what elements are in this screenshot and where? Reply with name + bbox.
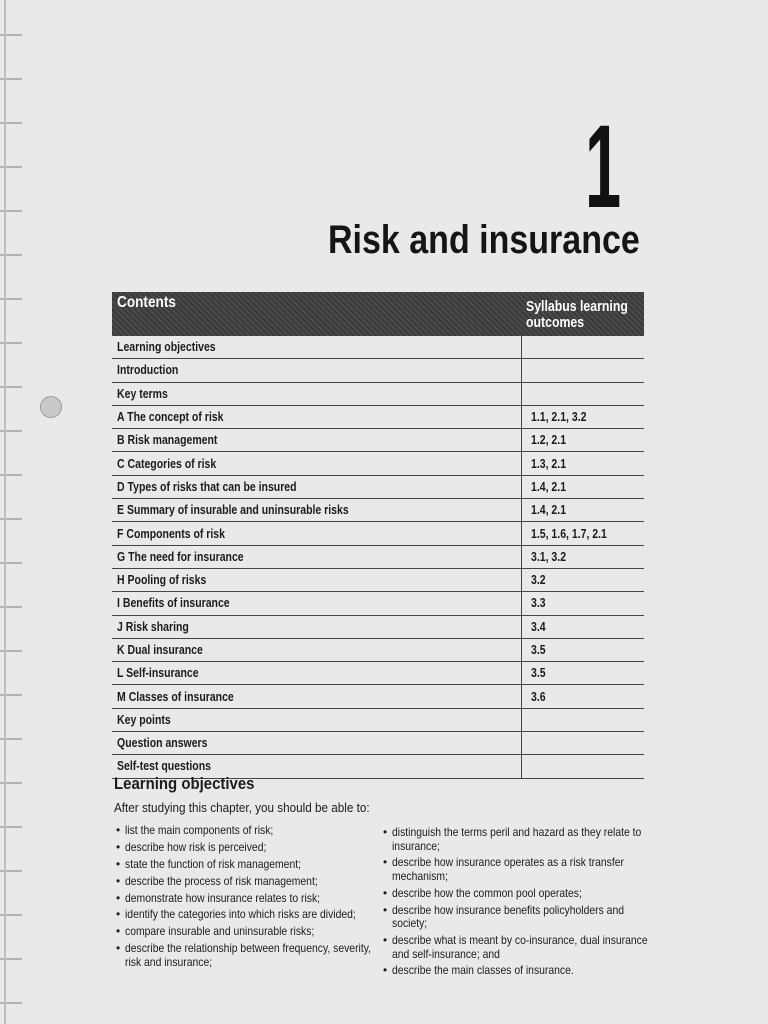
objective-item bbox=[116, 908, 386, 922]
contents-row bbox=[112, 452, 644, 475]
objectives-list-right bbox=[383, 826, 653, 981]
contents-row bbox=[112, 383, 644, 406]
contents-row-label: B Risk management bbox=[117, 433, 218, 448]
objective-text: describe the relationship between frequency, severity, risk and insurance; bbox=[125, 941, 372, 969]
contents-row bbox=[112, 429, 644, 452]
contents-row-outcomes bbox=[521, 662, 548, 684]
contents-row-label: A The concept of risk bbox=[117, 410, 224, 425]
contents-row-label: J Risk sharing bbox=[117, 619, 189, 634]
contents-row-label: Introduction bbox=[117, 363, 179, 378]
syllabus-heading: Syllabus learning outcomes bbox=[526, 298, 628, 331]
objectives-list-left bbox=[116, 824, 386, 973]
objective-item bbox=[116, 942, 386, 969]
objective-text: distinguish the terms peril and hazard as they relate to insurance; bbox=[392, 825, 642, 853]
contents-row-outcomes bbox=[521, 546, 573, 568]
objective-item bbox=[383, 826, 653, 853]
chapter-number: 1 bbox=[585, 101, 622, 233]
contents-row-label: Question answers bbox=[117, 736, 208, 751]
contents-row bbox=[112, 639, 644, 662]
contents-row bbox=[112, 546, 644, 569]
objective-text: describe how the common pool operates; bbox=[392, 885, 582, 900]
objective-item bbox=[383, 904, 653, 931]
contents-row-label: H Pooling of risks bbox=[117, 573, 207, 588]
contents-row-label: M Classes of insurance bbox=[117, 689, 234, 704]
contents-row-outcomes bbox=[521, 406, 597, 428]
outcome-codes: 3.3 bbox=[531, 596, 546, 611]
outcome-codes: 1.4, 2.1 bbox=[531, 479, 567, 494]
objective-text: compare insurable and uninsurable risks; bbox=[125, 924, 315, 939]
contents-row-outcomes bbox=[521, 359, 531, 381]
objective-item bbox=[116, 858, 386, 872]
contents-row-outcomes bbox=[521, 685, 548, 707]
contents-row-label: G The need for insurance bbox=[117, 549, 244, 564]
outcome-codes: 3.5 bbox=[531, 666, 546, 681]
contents-heading: Contents bbox=[117, 294, 176, 311]
contents-row bbox=[112, 476, 644, 499]
contents-row-outcomes bbox=[521, 452, 573, 474]
contents-row-label: Key points bbox=[117, 712, 171, 727]
contents-table bbox=[112, 336, 644, 779]
contents-row bbox=[112, 616, 644, 639]
contents-row bbox=[112, 592, 644, 615]
outcome-codes: 3.6 bbox=[531, 689, 546, 704]
contents-row bbox=[112, 685, 644, 708]
contents-row-label: Key terms bbox=[117, 386, 168, 401]
contents-row bbox=[112, 359, 644, 382]
objective-text: demonstrate how insurance relates to risk; bbox=[125, 890, 321, 905]
objective-item bbox=[116, 875, 386, 889]
objective-text: describe how insurance operates as a risk transfer mechanism; bbox=[392, 855, 624, 883]
contents-row-label: F Components of risk bbox=[117, 526, 225, 541]
contents-row-outcomes bbox=[521, 336, 531, 358]
learning-objectives-intro: After studying this chapter, you should be able to: bbox=[114, 800, 370, 815]
outcome-codes: 3.1, 3.2 bbox=[531, 549, 567, 564]
contents-row-outcomes bbox=[521, 522, 621, 544]
contents-row-label: C Categories of risk bbox=[117, 456, 217, 471]
contents-row bbox=[112, 499, 644, 522]
contents-row-outcomes bbox=[521, 709, 531, 731]
contents-row-label: I Benefits of insurance bbox=[117, 596, 230, 611]
contents-row bbox=[112, 569, 644, 592]
objective-text: describe what is meant by co-insurance, dual insurance and self-insurance; and bbox=[392, 933, 648, 961]
contents-row bbox=[112, 709, 644, 732]
objective-text: list the main components of risk; bbox=[125, 823, 274, 837]
objective-item bbox=[383, 856, 653, 883]
outcome-codes: 1.1, 2.1, 3.2 bbox=[531, 410, 587, 425]
contents-row bbox=[112, 732, 644, 755]
objective-item bbox=[116, 892, 386, 906]
objective-text: describe how risk is perceived; bbox=[125, 839, 267, 854]
contents-row bbox=[112, 522, 644, 545]
contents-row-outcomes bbox=[521, 499, 573, 521]
punch-hole bbox=[40, 396, 62, 418]
contents-row bbox=[112, 662, 644, 685]
contents-row-outcomes bbox=[521, 755, 531, 777]
objective-text: describe the main classes of insurance. bbox=[392, 963, 574, 978]
outcome-codes: 1.4, 2.1 bbox=[531, 503, 567, 518]
contents-row-label: D Types of risks that can be insured bbox=[117, 479, 297, 494]
contents-row-outcomes bbox=[521, 639, 548, 661]
objective-item bbox=[116, 841, 386, 855]
contents-header bbox=[112, 292, 644, 336]
contents-row-outcomes bbox=[521, 429, 573, 451]
objective-text: state the function of risk management; bbox=[125, 856, 301, 871]
contents-row-outcomes bbox=[521, 476, 573, 498]
objective-text: describe the process of risk management; bbox=[125, 873, 318, 888]
outcome-codes: 1.3, 2.1 bbox=[531, 456, 567, 471]
contents-row-label: Learning objectives bbox=[117, 340, 216, 355]
contents-row-outcomes bbox=[521, 569, 548, 591]
objective-item bbox=[383, 934, 653, 961]
contents-row bbox=[112, 336, 644, 359]
objective-text: describe how insurance benefits policyholders and society; bbox=[392, 902, 624, 931]
outcome-codes: 3.5 bbox=[531, 643, 546, 657]
contents-row bbox=[112, 406, 644, 429]
contents-row-outcomes bbox=[521, 383, 531, 405]
outcome-codes: 1.2, 2.1 bbox=[531, 433, 567, 448]
objective-item bbox=[116, 824, 386, 838]
chapter-title: Risk and insurance bbox=[328, 218, 640, 262]
contents-row-label: Self-test questions bbox=[117, 759, 211, 774]
contents-row-label: L Self-insurance bbox=[117, 666, 199, 681]
contents-row-label: E Summary of insurable and uninsurable risks bbox=[117, 503, 349, 518]
outcome-codes: 3.2 bbox=[531, 573, 546, 588]
learning-objectives-heading: Learning objectives bbox=[114, 774, 255, 793]
contents-row-label: K Dual insurance bbox=[117, 643, 203, 657]
objective-item bbox=[383, 964, 653, 978]
objective-item bbox=[116, 925, 386, 939]
contents-row-outcomes bbox=[521, 592, 548, 614]
contents-row-outcomes bbox=[521, 616, 548, 638]
contents-row-outcomes bbox=[521, 732, 531, 754]
outcome-codes: 3.4 bbox=[531, 619, 546, 634]
objective-text: identify the categories into which risks are divided; bbox=[125, 907, 356, 922]
binding-edge bbox=[4, 0, 6, 1024]
outcome-codes: 1.5, 1.6, 1.7, 2.1 bbox=[531, 526, 607, 541]
objective-item bbox=[383, 887, 653, 901]
